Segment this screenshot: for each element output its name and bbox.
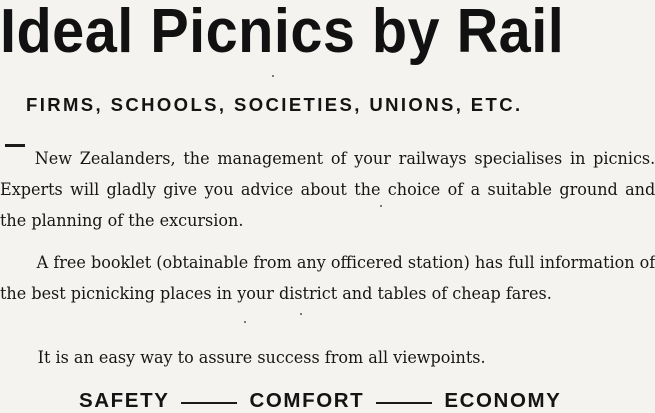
- print-speck: [300, 313, 302, 315]
- slogan-divider: [181, 402, 237, 404]
- print-speck: [244, 321, 246, 323]
- headline: Ideal Picnics by Rail: [0, 0, 565, 66]
- print-speck: [272, 75, 274, 77]
- paragraph-closing: It is an easy way to assure success from all viewpoints.: [37, 348, 486, 367]
- subheading: FIRMS, SCHOOLS, SOCIETIES, UNIONS, ETC.: [26, 94, 523, 115]
- slogan-safety: SAFETY: [79, 389, 170, 412]
- paragraph-intro: New Zealanders, the management of your railways specialises in picnics. Experts will gladly give you advice about the choice of a suitable ground and the planning of the excursion.: [0, 149, 655, 230]
- print-speck: [380, 205, 382, 207]
- slogan-divider: [376, 402, 432, 404]
- paragraph-booklet: A free booklet (obtainable from any officered station) has full information of the best picnicking places in your district and tables of cheap fares.: [0, 253, 655, 303]
- slogan-footer: [79, 389, 561, 413]
- slogan-economy: ECONOMY: [444, 389, 562, 412]
- slogan-comfort: COMFORT: [249, 389, 365, 412]
